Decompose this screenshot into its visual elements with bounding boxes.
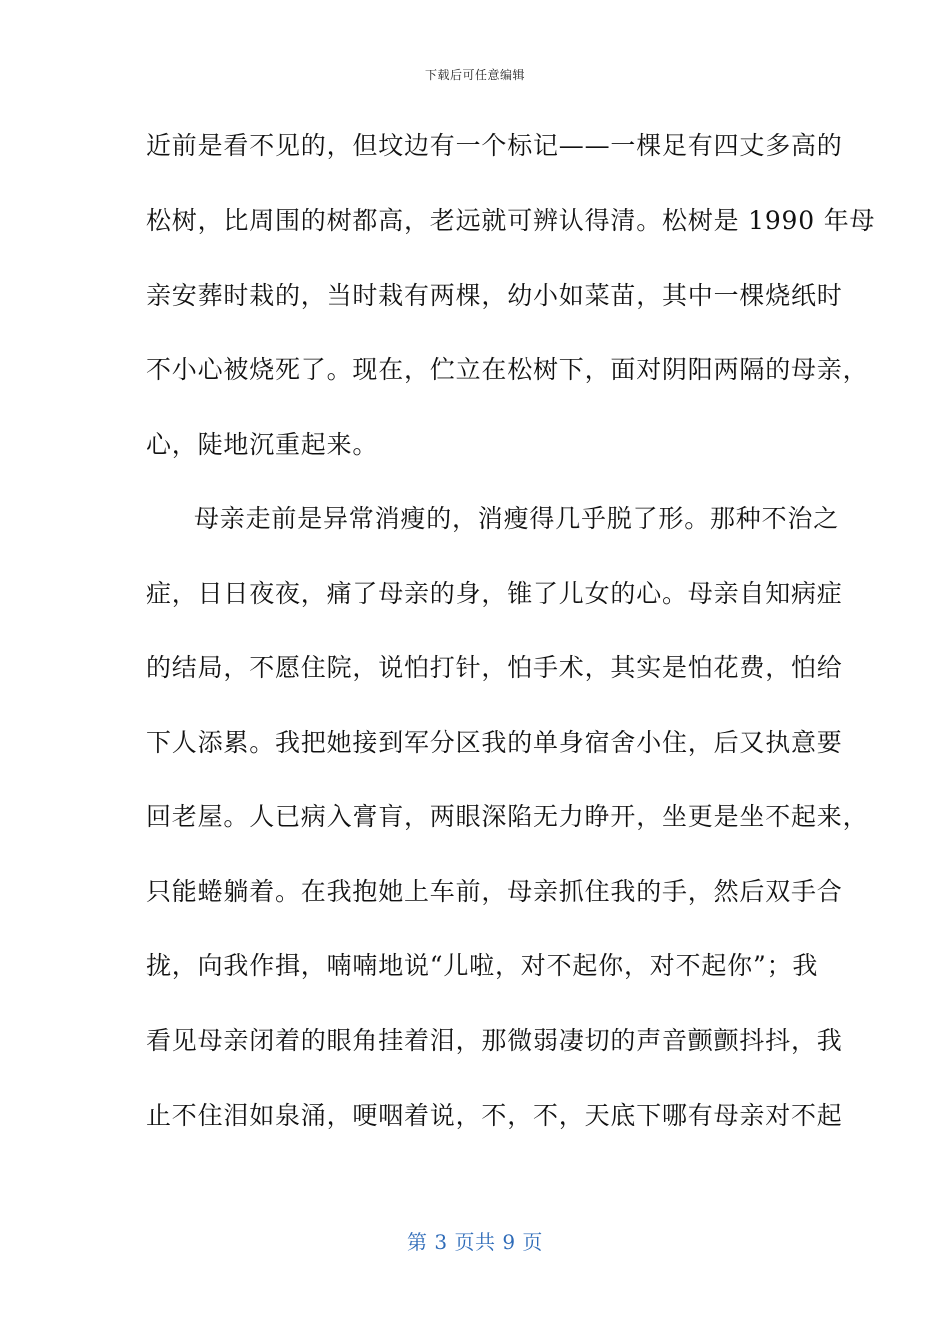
text-line: 下人添累。我把她接到军分区我的单身宿舍小住，后又执意要	[146, 728, 843, 757]
text-line: 回老屋。人已病入膏肓，两眼深陷无力睁开，坐更是坐不起来，	[146, 802, 869, 831]
text-line: 只能蜷躺着。在我抱她上车前，母亲抓住我的手，然后双手合	[146, 877, 843, 906]
text-line: 亲安葬时栽的，当时栽有两棵，幼小如菜苗，其中一棵烧纸时	[146, 281, 843, 310]
text-line: 不小心被烧死了。现在，伫立在松树下，面对阴阳两隔的母亲，	[146, 355, 869, 384]
text-line: 症，日日夜夜，痛了母亲的身，锥了儿女的心。母亲自知病症	[146, 579, 843, 608]
header-note: 下载后可任意编辑	[424, 68, 525, 82]
page-number: 第 3 页共 9 页	[407, 1230, 543, 1254]
text-line: 松树，比周围的树都高，老远就可辨认得清。松树是 1990 年母	[146, 206, 876, 235]
text-line: 看见母亲闭着的眼角挂着泪，那微弱凄切的声音颤颤抖抖，我	[146, 1026, 843, 1055]
text-line: 止不住泪如泉涌，哽咽着说，不，不，天底下哪有母亲对不起	[146, 1101, 843, 1130]
paragraph-first-line: 母亲走前是异常消瘦的，消瘦得几乎脱了形。那种不治之	[194, 504, 840, 533]
text-line: 心，陡地沉重起来。	[146, 430, 379, 459]
text-line: 近前是看不见的，但坟边有一个标记——一棵足有四丈多高的	[146, 131, 843, 160]
text-line: 拢，向我作揖，喃喃地说“儿啦，对不起你，对不起你”；我	[146, 951, 819, 980]
text-line: 的结局，不愿住院，说怕打针，怕手术，其实是怕花费，怕给	[146, 653, 843, 682]
